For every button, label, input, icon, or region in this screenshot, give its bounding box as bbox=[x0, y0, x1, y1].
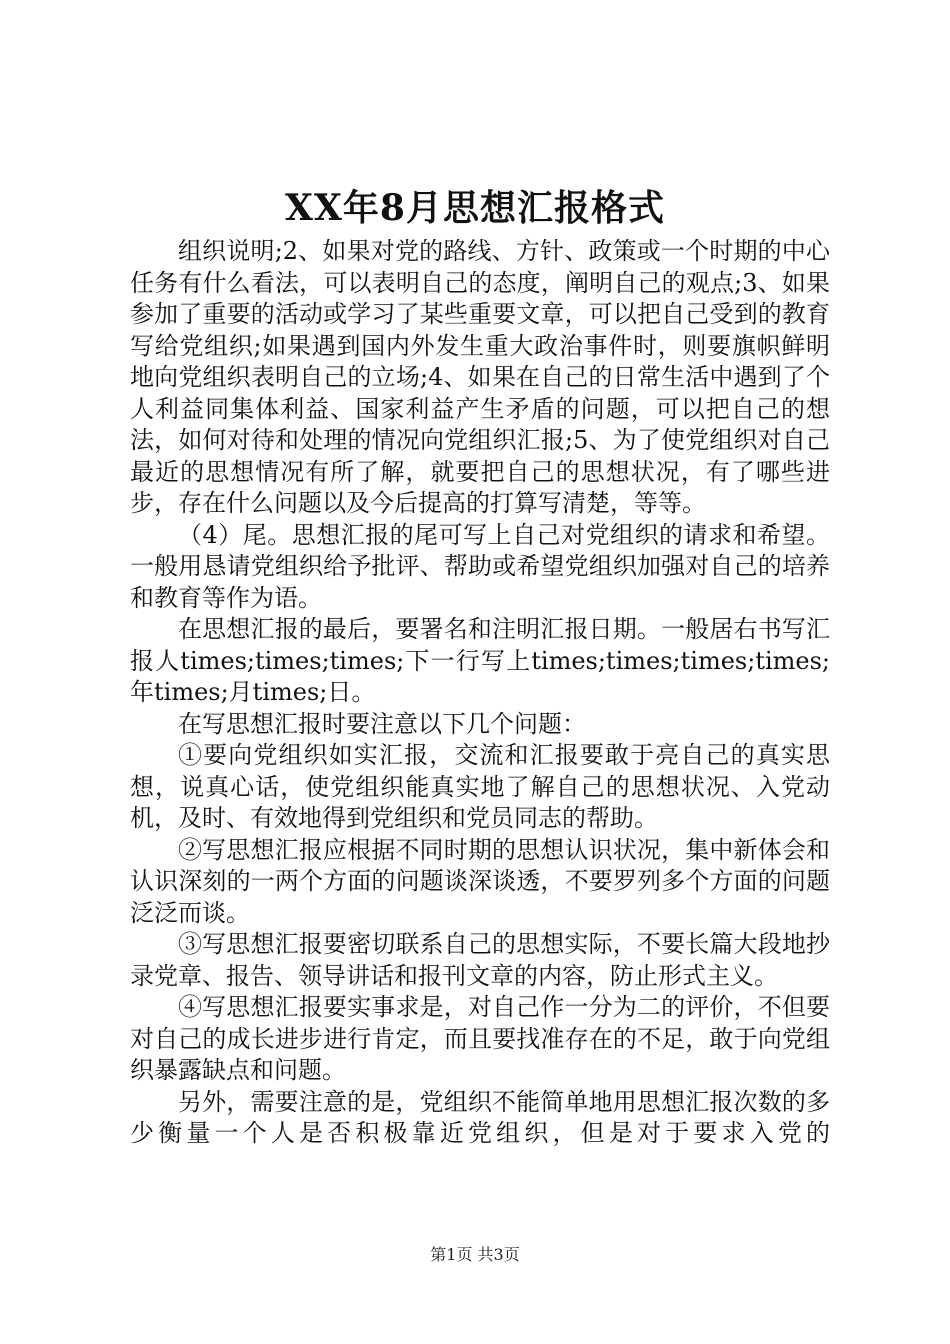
paragraph-2: （4）尾。思想汇报的尾可写上自己对党组织的请求和希望。一般用恳请党组织给予批评、帮助或希望党组织加强对自己的培养和教育等作为语。 bbox=[130, 520, 830, 612]
paragraph-8: ④写思想汇报要实事求是，对自己作一分为二的评价，不但要对自己的成长进步进行肯定，而且要找准存在的不足，敢于向党组织暴露缺点和问题。 bbox=[130, 993, 830, 1084]
document-title: XX年8月思想汇报格式 bbox=[285, 187, 665, 229]
paragraph-9: 另外，需要注意的是，党组织不能简单地用思想汇报次数的多少衡量一个人是否积极靠近党组织，但是对于要求入党的 bbox=[130, 1087, 830, 1147]
paragraph-3: 在思想汇报的最后，要署名和注明汇报日期。一般居右书写汇报人times;times;times;下一行写上times;times;times;times;年times;月times;日。 bbox=[130, 615, 830, 706]
paragraph-4: 在写思想汇报时要注意以下几个问题： bbox=[178, 709, 586, 738]
document-body bbox=[130, 236, 830, 1150]
paragraph-1: 组织说明;2、如果对党的路线、方针、政策或一个时期的中心任务有什么看法，可以表明自己的态度，阐明自己的观点;3、如果参加了重要的活动或学习了某些重要文章，可以把自己受到的教育写给党组织;如果遇到国内外发生重大政治事件时，则要旗帜鲜明地向党组织表明自己的立场;4、如果在自己的日常生活中遇到了个人利益同集体利益、国家利益产生矛盾的问题，可以把自己的想法，如何对待和处理的情况向党组织汇报;5、为了使党组织对自己最近的思想情况有所了解，就要把自己的思想状况，有了哪些进步，存在什么问题以及今后提高的打算写清楚，等等。 bbox=[130, 237, 830, 517]
paragraph-7: ③写思想汇报要密切联系自己的思想实际，不要长篇大段地抄录党章、报告、领导讲话和报刊文章的内容，防止形式主义。 bbox=[130, 930, 830, 990]
paragraph-6: ②写思想汇报应根据不同时期的思想认识状况，集中新体会和认识深刻的一两个方面的问题谈深谈透，不要罗列多个方面的问题泛泛而谈。 bbox=[130, 835, 830, 927]
page-footer: 第1页 共3页 bbox=[430, 1245, 520, 1264]
paragraph-5: ①要向党组织如实汇报，交流和汇报要敢于亮自己的真实思想，说真心话，使党组织能真实地了解自己的思想状况、入党动机，及时、有效地得到党组织和党员同志的帮助。 bbox=[130, 741, 830, 832]
